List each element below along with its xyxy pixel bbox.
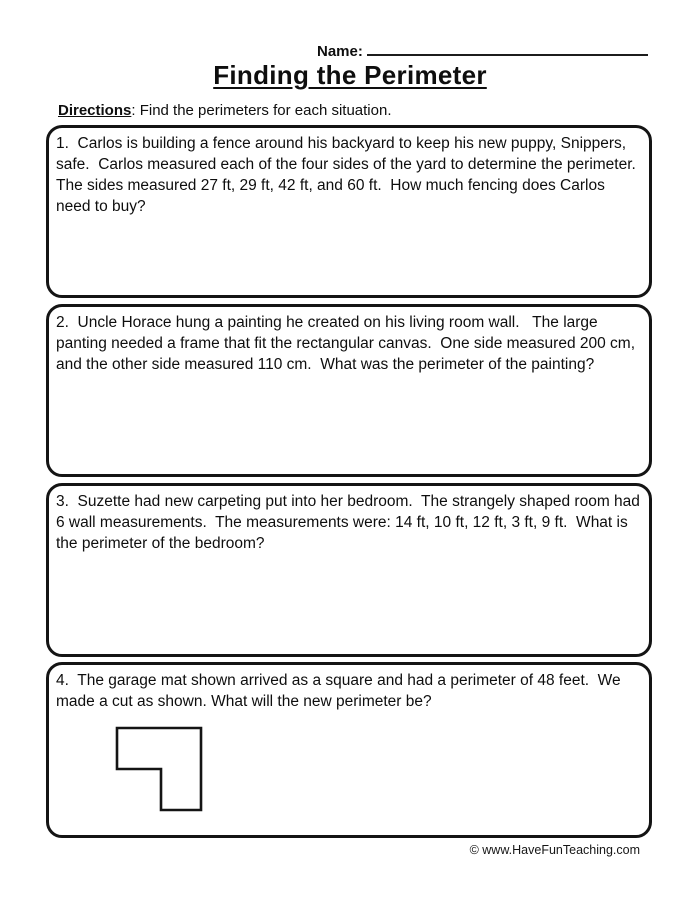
problem-box-2 [46, 304, 652, 477]
problem-box-1 [46, 125, 652, 298]
footer-credit: © www.HaveFunTeaching.com [469, 843, 640, 857]
name-blank-line [367, 41, 648, 56]
problem-1-text: 1. Carlos is building a fence around his backyard to keep his new puppy, Snippers, safe. Carlos measured each of the four sides of the yard to determine the perimeter. The sides measured 27 ft, 29 ft, 42 ft, and 60 ft. How much fencing does Carlos need to buy? [56, 135, 645, 215]
garage-mat-shape [115, 726, 205, 814]
name-field-row [317, 41, 648, 60]
name-label: Name: [317, 43, 363, 60]
directions-text: : Find the perimeters for each situation. [131, 102, 392, 119]
directions-label: Directions [58, 102, 132, 119]
page-title: Finding the Perimeter [213, 60, 487, 90]
problem-box-4 [46, 662, 652, 838]
problem-4-text: 4. The garage mat shown arrived as a square and had a perimeter of 48 feet. We made a cut as shown. What will the new perimeter be? [56, 672, 625, 710]
directions-line [58, 102, 392, 119]
problem-2-text: 2. Uncle Horace hung a painting he created on his living room wall. The large panting needed a frame that fit the rectangular canvas. One side measured 200 cm, and the other side measured 110 cm. What was the perimeter of the painting? [56, 314, 640, 373]
l-shape-polygon [117, 728, 201, 810]
problem-box-3 [46, 483, 652, 657]
problem-3-text: 3. Suzette had new carpeting put into her bedroom. The strangely shaped room had 6 wall measurements. The measurements were: 14 ft, 10 ft, 12 ft, 3 ft, 9 ft. What is the perimeter of the bedroom? [56, 493, 645, 552]
